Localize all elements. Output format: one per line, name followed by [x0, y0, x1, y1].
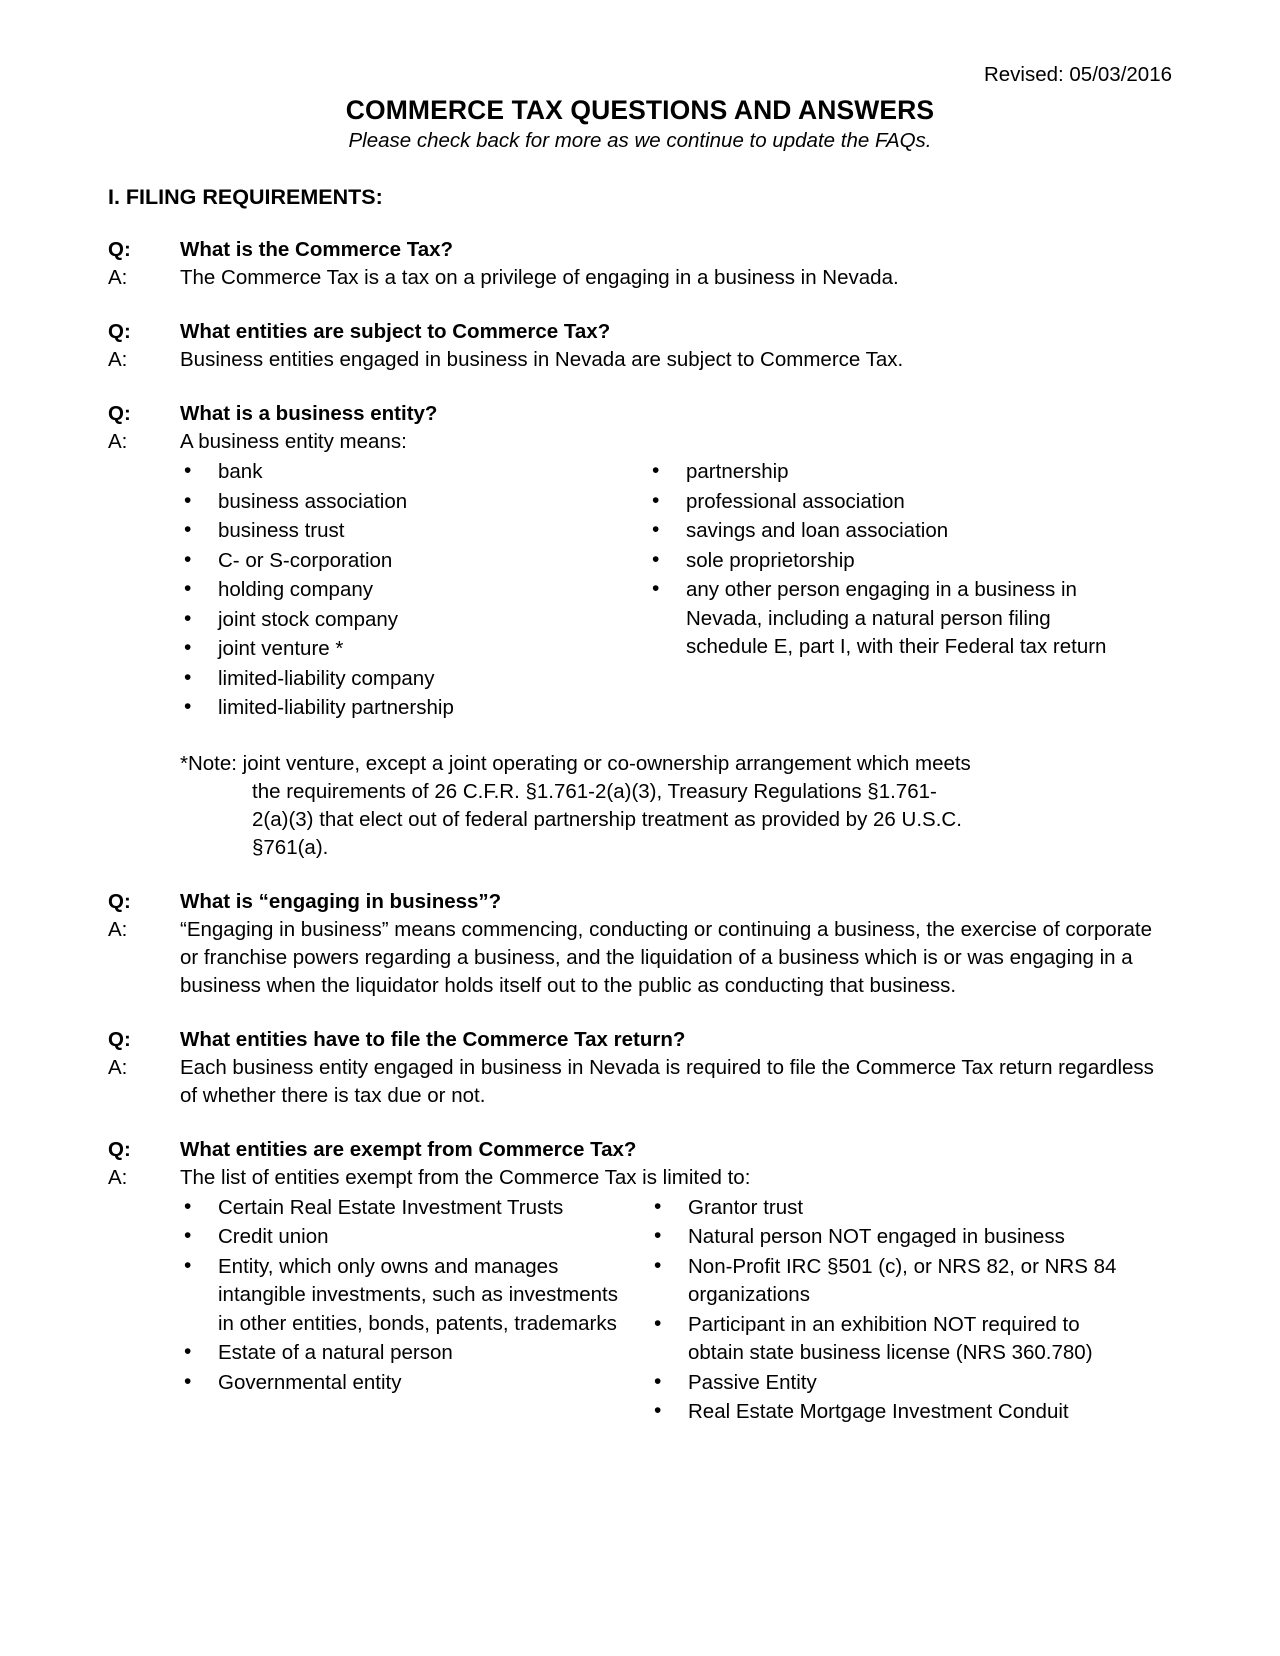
note-line-2: the requirements of 26 C.F.R. §1.761-2(a)(3), Treasury Regulations §1.761-: [252, 779, 937, 803]
joint-venture-note: [180, 750, 1172, 862]
list-item: • holding company: [180, 576, 620, 605]
bullet-list: [180, 458, 620, 723]
list-item: • joint stock company: [180, 606, 620, 635]
exempt-entity-bullets: [180, 1194, 1172, 1428]
list-item: • professional association: [648, 488, 1120, 517]
list-item: • Real Estate Mortgage Investment Conduit: [650, 1398, 1122, 1427]
question-row: [108, 1136, 1172, 1164]
answer-label: A:: [108, 1165, 128, 1189]
answer-label: A:: [108, 430, 128, 453]
qa-block-4: [108, 888, 1172, 1000]
list-item: • sole proprietorship: [648, 547, 1120, 576]
question-row: [108, 1026, 1172, 1054]
answer-text: The Commerce Tax is a tax on a privilege of engaging in a business in Nevada.: [180, 266, 899, 289]
question-label: Q:: [108, 889, 131, 913]
question-text: What is the Commerce Tax?: [180, 238, 454, 261]
question-label: Q:: [108, 1027, 131, 1051]
answer-text: “Engaging in business” means commencing, conducting or continuing a business, the exercise of corporate or franchise powers regarding a business, and the liquidation of a business which is or was engaging in a business when the liquidator holds itself out to the public as conducting that business.: [180, 917, 1153, 997]
question-row: [108, 888, 1172, 916]
list-item: • limited-liability partnership: [180, 694, 620, 723]
list-item: • business association: [180, 488, 620, 517]
business-entity-bullets: [180, 458, 1172, 724]
list-item: • bank: [180, 458, 620, 487]
list-item: • Entity, which only owns and manages intangible investments, such as investments in other entities, bonds, patents, trademarks: [180, 1253, 622, 1339]
list-item: • Natural person NOT engaged in business: [650, 1223, 1122, 1252]
question-label: Q:: [108, 238, 131, 261]
business-entity-bullets-right-column: [620, 458, 1120, 724]
qa-block-1: [108, 236, 1172, 292]
answer-label: A:: [108, 348, 128, 371]
page-subtitle: Please check back for more as we continue to update the FAQs.: [348, 129, 932, 152]
page-title: COMMERCE TAX QUESTIONS AND ANSWERS: [345, 95, 935, 125]
bullet-list: [648, 458, 1120, 662]
answer-label: A:: [108, 1055, 128, 1079]
qa-block-3: [108, 400, 1172, 862]
list-item: • Non-Profit IRC §501 (c), or NRS 82, or NRS 84 organizations: [650, 1253, 1122, 1310]
question-label: Q:: [108, 402, 131, 425]
list-item: • limited-liability company: [180, 665, 620, 694]
list-item: • Grantor trust: [650, 1194, 1122, 1223]
list-item: • Estate of a natural person: [180, 1339, 622, 1368]
list-item: • Credit union: [180, 1223, 622, 1252]
answer-row: [108, 346, 1172, 374]
list-item: • Certain Real Estate Investment Trusts: [180, 1194, 622, 1223]
list-item: • any other person engaging in a business in Nevada, including a natural person filing schedule E, part I, with their Federal tax return: [648, 576, 1120, 662]
question-row: [108, 400, 1172, 428]
question-row: [108, 236, 1172, 264]
list-item: • business trust: [180, 517, 620, 546]
question-text: What is “engaging in business”?: [180, 889, 502, 913]
answer-row: [108, 428, 1172, 456]
answer-text: Each business entity engaged in business in Nevada is required to file the Commerce Tax return regardless of whether there is tax due or not.: [180, 1055, 1154, 1107]
question-text: What entities are subject to Commerce Tax?: [180, 320, 611, 343]
qa-block-2: [108, 318, 1172, 374]
answer-row: [108, 264, 1172, 292]
answer-text: A business entity means:: [180, 430, 407, 453]
list-item: • Passive Entity: [650, 1369, 1122, 1398]
note-line-4: §761(a).: [252, 835, 329, 859]
business-entity-bullets-left-column: [180, 458, 620, 724]
question-text: What entities have to file the Commerce Tax return?: [180, 1027, 686, 1051]
answer-row: [108, 1054, 1172, 1110]
exempt-entity-bullets-left-column: [180, 1194, 622, 1428]
bullet-list: [650, 1194, 1122, 1427]
answer-row: [108, 1164, 1172, 1192]
list-item: • partnership: [648, 458, 1120, 487]
question-row: [108, 318, 1172, 346]
answer-label: A:: [108, 917, 128, 941]
list-item: • Participant in an exhibition NOT required to obtain state business license (NRS 360.780): [650, 1311, 1122, 1368]
note-line-3: 2(a)(3) that elect out of federal partnership treatment as provided by 26 U.S.C.: [252, 807, 962, 831]
list-item: • C- or S-corporation: [180, 547, 620, 576]
answer-text: Business entities engaged in business in Nevada are subject to Commerce Tax.: [180, 348, 904, 371]
question-label: Q:: [108, 320, 131, 343]
question-text: What is a business entity?: [180, 402, 438, 425]
qa-block-5: [108, 1026, 1172, 1110]
section-heading-filing-requirements: I. FILING REQUIREMENTS:: [108, 185, 383, 209]
note-line-1: *Note: joint venture, except a joint operating or co-ownership arrangement which meets: [180, 751, 971, 775]
list-item: • savings and loan association: [648, 517, 1120, 546]
question-text: What entities are exempt from Commerce Tax?: [180, 1137, 637, 1161]
answer-text: The list of entities exempt from the Commerce Tax is limited to:: [180, 1165, 751, 1189]
answer-row: [108, 916, 1172, 1000]
bullet-list: [180, 1194, 622, 1398]
answer-label: A:: [108, 266, 128, 289]
list-item: • joint venture *: [180, 635, 620, 664]
revised-date: Revised: 05/03/2016: [983, 63, 1172, 86]
qa-block-6: [108, 1136, 1172, 1428]
exempt-entity-bullets-right-column: [622, 1194, 1122, 1428]
question-label: Q:: [108, 1137, 131, 1161]
list-item: • Governmental entity: [180, 1369, 622, 1398]
